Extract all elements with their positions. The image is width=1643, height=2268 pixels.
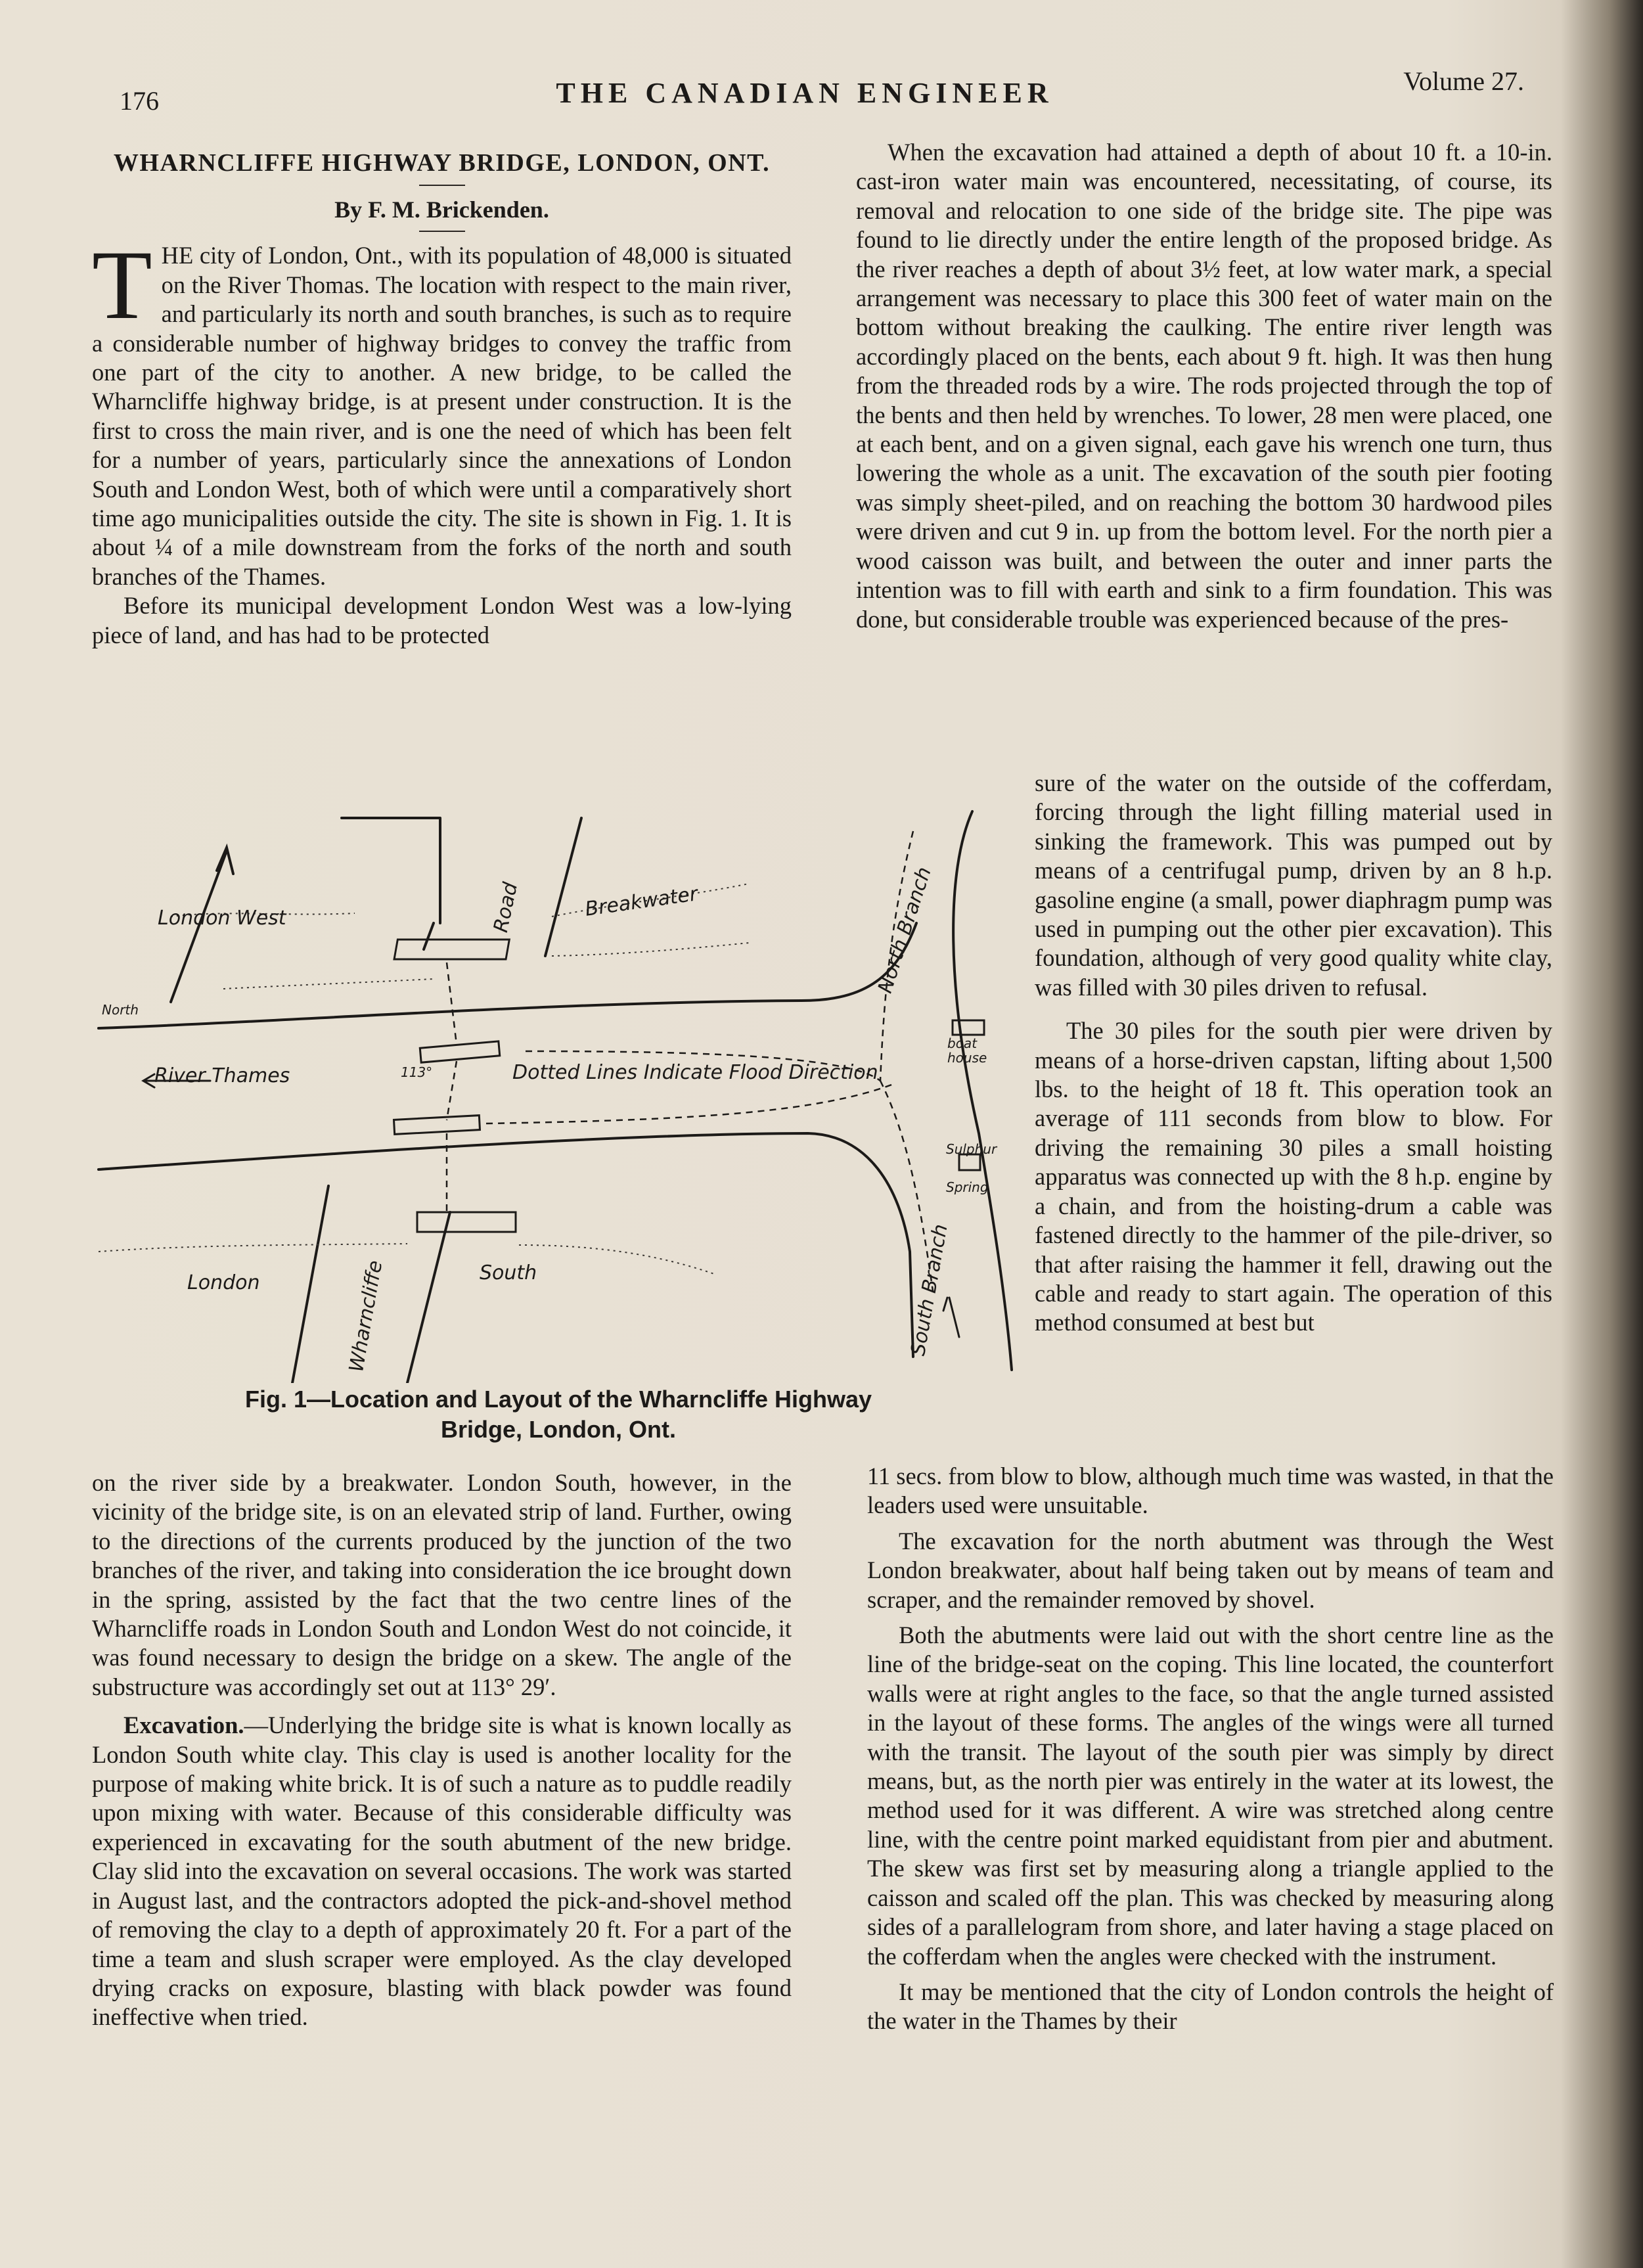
- left-column-top: [92, 148, 792, 650]
- river-bank-south: [99, 1133, 913, 1357]
- page-number: 176: [120, 86, 159, 116]
- centre-line-2: [447, 1061, 457, 1120]
- road-line-5: [407, 1212, 450, 1383]
- road-line-2: [545, 818, 581, 956]
- boat-house-box: [953, 1020, 984, 1035]
- paragraph-cofferdam: sure of the water on the outside of the cofferdam, forcing through the light filling material used in sinking the framework. This was pumped out by means of a centrifugal pump, driven by an 8 h.p. gasoline engine (a small, power diaphragm pump was used in pumping out the other pier excavation). This foundation, although of very good quality white clay, was filled with 30 piles driven to refusal.: [1035, 769, 1552, 1001]
- journal-title: THE CANADIAN ENGINEER: [556, 77, 1054, 109]
- flood-line-2: [486, 1084, 893, 1123]
- label-north-branch: North Branch: [874, 864, 936, 996]
- south-pier: [394, 1116, 480, 1135]
- drop-cap: T: [92, 231, 152, 340]
- label-north: North: [102, 1002, 139, 1018]
- paragraph-piles: The 30 piles for the south pier were driven by means of a horse-driven capstan, lifting about 1,500 lbs. to the height of 18 ft. This operation took an average of 111 seconds from blow to blow. For driving the remaining 30 piles a small hoisting apparatus was connected up with the 8 h.p. engine by a chain, and from the hoisting-drum a cable was fastened directly to the hammer of the pile-driver, so that after raising the hammer it fell, drawing out the cable and ready to start again. The operation of this method consumed at best but: [1035, 1017, 1552, 1336]
- page-header: [85, 66, 1524, 116]
- label-sulphur-spring: Sulphur Spring: [946, 1141, 997, 1195]
- paragraph-intro: [92, 231, 792, 591]
- paragraph-excavation: [92, 1711, 792, 2031]
- figure-caption-line-2: Bridge, London, Ont.: [441, 1416, 676, 1443]
- label-boat-house: boat house: [947, 1035, 987, 1066]
- label-breakwater: Breakwater: [583, 882, 700, 921]
- paragraph-north-abutment: The excavation for the north abutment was through the West London breakwater, about half being taken out by means of team and scraper, and the remainder removed by shovel.: [867, 1527, 1554, 1613]
- title-rule: [419, 185, 465, 186]
- label-angle: 113°: [401, 1064, 433, 1080]
- label-road: Road: [489, 880, 523, 935]
- north-pier: [420, 1041, 499, 1062]
- label-south-branch: South Branch: [907, 1222, 953, 1358]
- paragraph-intro-text: HE city of London, Ont., with its population of 48,000 is situated on the River Thomas. The location with respect to the main river, and particularly its north and south branches, is such as to require a considerable number of highway bridges to convey the traffic from one part of the city to another. A new bridge, to be called the Wharncliffe highway bridge, is at present under construction. It is the first to cross the main river, and is one the need of which has been felt for a number of years, particularly since the annexations of London South and London West, both of which were until a comparatively short time ago municipalities outside the city. The site is shown in Fig. 1. It is about ¼ of a mile downstream from the forks of the north and south branches of the Thames.: [92, 242, 792, 590]
- figure-caption: [92, 1384, 1025, 1445]
- label-south: South: [480, 1261, 537, 1284]
- centre-line-1: [447, 963, 457, 1045]
- site-map: [92, 792, 1025, 1383]
- article-title: WHARNCLIFFE HIGHWAY BRIDGE, LONDON, ONT.: [113, 149, 771, 177]
- road-line-3: [424, 923, 434, 949]
- paragraph-skew: on the river side by a breakwater. London South, however, in the vicinity of the bridge site, is on an elevated strip of land. Further, owing to the directions of the currents produced by the junction of the two branches of the river, and taking into consideration the ice brought down in the spring, assisted by the fact that the two centre lines of the Wharncliffe roads in London South and London West do not coincide, it was found necessary to design the bridge on a skew. The angle of the substructure was accordingly set out at 113° 29′.: [92, 1469, 792, 1700]
- volume-label: Volume 27.: [1403, 66, 1524, 96]
- article-byline: By F. M. Brickenden.: [334, 196, 549, 223]
- south-abutment: [417, 1212, 516, 1232]
- north-abutment: [394, 940, 509, 959]
- run-in-head-excavation: Excavation.: [124, 1712, 244, 1739]
- left-column-bottom: [92, 1468, 792, 2032]
- paragraph-london-west: Before its municipal development London West was a low-lying piece of land, and has had to be protected: [92, 592, 792, 648]
- paragraph-layout: Both the abutments were laid out with the short centre line as the line of the bridge-seat on the coping. This line located, the counterfort walls were at right angles to the face, so that the angle turned assisted in the layout of these forms. The angles of the wings were all turned with the transit. The layout of the south pier was simply by direct means, but, as the north pier was entirely in the water at its lowest, the method used for it was different. A wire was stretched along centre line, with the centre point marked equidistant from pier and abutment. The skew was first set by measuring along a triangle applied to the caisson and scaled off the plan. This was checked by measuring along sides of a parallelogram from shore, and later having a stage placed on the cofferdam when the angles were checked with the instrument.: [867, 1622, 1554, 1970]
- paragraph-water-control: It may be mentioned that the city of London controls the height of the water in the Thames by their: [867, 1978, 1554, 2035]
- paragraph-excavation-text: —Underlying the bridge site is what is known locally as London South white clay. This clay is used is another locality for the purpose of making white brick. It is of such a nature as to puddle readily upon mixing with water. Because of this considerable difficulty was experienced in excavating for the south abutment of the new bridge. Clay slid into the excavation on several occasions. The work was started in August last, and the contractors adopted the pick-and-shovel method of removing the clay to a depth of approximately 20 ft. For a part of the time a team and slush scraper were employed. As the clay developed drying cracks on exposure, blasting with black powder was found ineffective when tried.: [92, 1712, 792, 2031]
- label-wharncliffe: Wharncliffe: [345, 1258, 388, 1374]
- right-column-bottom: [867, 1462, 1554, 2036]
- figure-caption-line-1: Fig. 1—Location and Layout of the Wharncliffe Highway: [244, 1386, 872, 1413]
- label-flood-direction: Dotted Lines Indicate Flood Direction: [512, 1061, 878, 1084]
- road-line-1: [342, 818, 440, 923]
- paragraph-water-main: When the excavation had attained a depth of about 10 ft. a 10-in. cast-iron water main was encountered, necessitating, of course, its removal and relocation to one side of the bridge site. The pipe was found to lie directly under the entire length of the proposed bridge. As the river reaches a depth of about 3½ feet, at low water mark, a special arrangement was necessary to place this 300 feet of water main on the bottom without breaking the caulking. The entire river length was accordingly placed on the bents, each about 9 ft. high. It was then hung from the threaded rods by a wire. The rods projected through the top of the bents and then held by wrenches. To lower, 28 men were placed, one at each bent, and on a given signal, each gave his wrench one turn, thus lowering the whole as a unit. The excavation of the south pier footing was simply sheet-piled, and on reaching the bottom 30 hardwood piles were driven and cut 9 in. up from the bottom level. For the north pier a wood caisson was built, and between the outer and inner parts the intention was to fill with earth and sink to a firm foundation. This was done, but considerable trouble was experienced because of the pres-: [856, 139, 1552, 633]
- north-branch-east-bank: [953, 811, 1012, 1370]
- paragraph-blow-time: 11 secs. from blow to blow, although much time was wasted, in that the leaders used were unsuitable.: [867, 1463, 1554, 1519]
- figure-1: [92, 792, 1025, 1449]
- label-london-west: London West: [158, 907, 286, 930]
- road-line-4: [292, 1186, 328, 1383]
- byline-rule: [419, 231, 465, 232]
- right-column-top: [856, 138, 1552, 634]
- label-london: London: [187, 1271, 260, 1294]
- right-column-middle: [1035, 769, 1552, 1338]
- label-river-thames: River Thames: [154, 1064, 290, 1087]
